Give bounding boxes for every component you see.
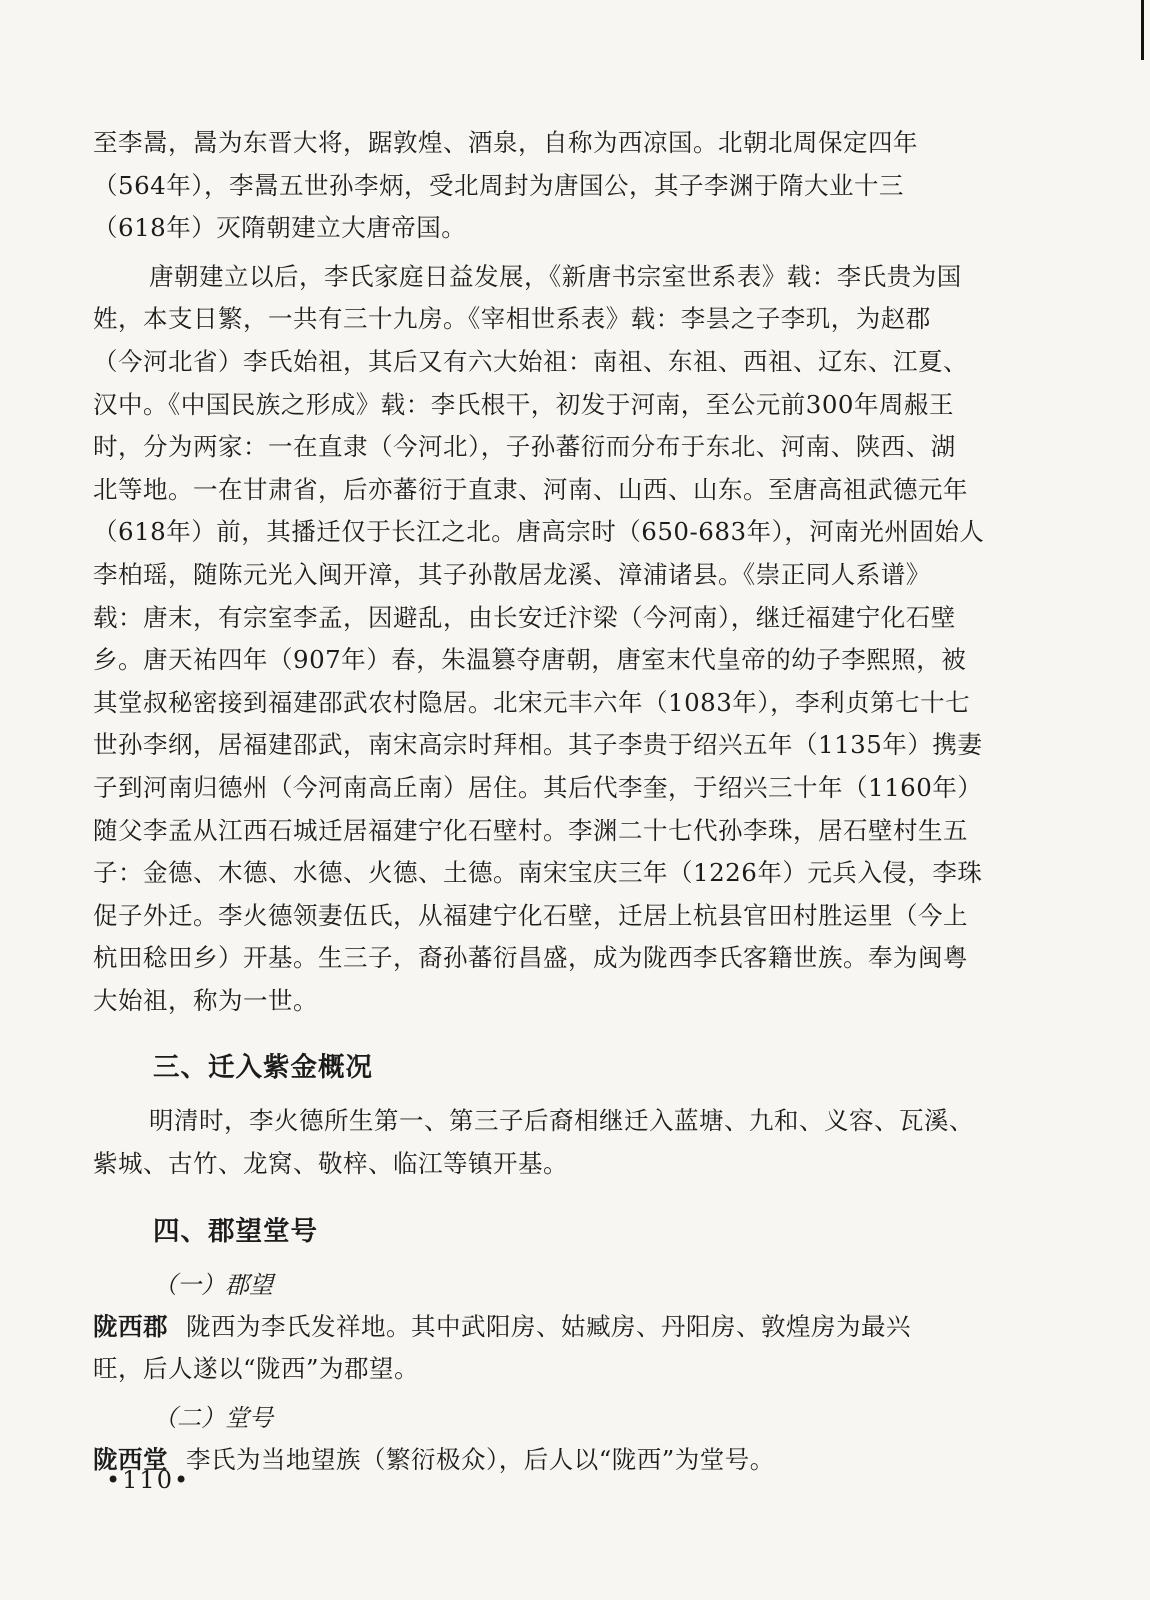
paragraph-1 <box>93 122 1033 250</box>
text-line: 紫城、古竹、龙窝、敬梓、临江等镇开基。 <box>93 1149 568 1179</box>
text-line: 唐朝建立以后，李氏家庭日益发展，《新唐书宗室世系表》载：李氏贵为国 <box>149 261 962 291</box>
page-number: •110• <box>106 1466 191 1494</box>
section-heading-ancestral: 四、郡望堂号 <box>153 1215 318 1247</box>
text-line: 随父李孟从江西石城迁居福建宁化石壁村。李渊二十七代孙李珠，居石壁村生五 <box>93 815 968 845</box>
paragraph-2 <box>93 256 1033 1023</box>
term-longxi-jun: 陇西郡 <box>93 1311 168 1341</box>
text-line: （今河北省）李氏始祖，其后又有六大始祖：南祖、东祖、西祖、辽东、江夏、 <box>93 346 968 376</box>
text-line: 乡。唐天祐四年（907年）春，朱温篡夺唐朝，唐室末代皇帝的幼子李熙照，被 <box>93 645 967 675</box>
text-line: 李柏瑶，随陈元光入闽开漳，其子孙散居龙溪、漳浦诸县。《崇正同人系谱》 <box>93 559 931 589</box>
text-line: 旺，后人遂以“陇西”为郡望。 <box>93 1354 420 1384</box>
text-line: 载：唐末，有宗室李孟，因避乱，由长安迁汴梁（今河南），继迁福建宁化石壁 <box>93 602 956 632</box>
text-line: 大始祖，称为一世。 <box>93 985 318 1015</box>
text-line: 姓，本支日繁，一共有三十九房。《宰相世系表》载：李昙之子李玑，为赵郡 <box>93 304 931 334</box>
text-line: 北等地。一在甘肃省，后亦蕃衍于直隶、河南、山西、山东。至唐高祖武德元年 <box>93 474 968 504</box>
paragraph-tanghao <box>93 1439 1033 1482</box>
paragraph-junwang <box>93 1306 1033 1391</box>
term-definition: 李氏为当地望族（繁衍极众），后人以“陇西”为堂号。 <box>186 1444 775 1474</box>
text-line <box>93 1439 1033 1482</box>
text-line: 时，分为两家：一在直隶（今河北），子孙蕃衍而分布于东北、河南、陕西、湖 <box>93 432 956 462</box>
page-body <box>93 122 1033 1481</box>
section-heading-migration: 三、迁入紫金概况 <box>153 1052 373 1084</box>
text-line: （618年）灭隋朝建立大唐帝国。 <box>93 213 467 243</box>
text-line: （564年），李暠五世孙李炳，受北周封为唐国公，其子李渊于隋大业十三 <box>93 170 905 200</box>
paragraph-migration <box>93 1100 1033 1185</box>
text-line: 子到河南归德州（今河南高丘南）居住。其后代李奎，于绍兴三十年（1160年） <box>93 772 983 802</box>
text-line: 世孙李纲，居福建邵武，南宋高宗时拜相。其子李贵于绍兴五年（1135年）携妻 <box>93 730 983 760</box>
text-line: 其堂叔秘密接到福建邵武农村隐居。北宋元丰六年（1083年），李利贞第七十七 <box>93 687 971 717</box>
text-line: 至李暠，暠为东晋大将，踞敦煌、酒泉，自称为西凉国。北朝北周保定四年 <box>93 128 918 157</box>
text-line <box>93 1306 1033 1349</box>
sub-heading-tanghao: （二）堂号 <box>153 1403 273 1432</box>
text-line: 汉中。《中国民族之形成》载：李氏根干，初发于河南，至公元前300年周赧王 <box>93 389 955 419</box>
term-longxi-tang: 陇西堂 <box>93 1444 168 1474</box>
text-line: 明清时，李火德所生第一、第三子后裔相继迁入蓝塘、九和、义容、瓦溪、 <box>149 1106 974 1136</box>
scan-edge-rule <box>1141 0 1144 60</box>
text-line: 子：金德、木德、水德、火德、土德。南宋宝庆三年（1226年）元兵入侵，李珠 <box>93 858 983 888</box>
sub-heading-junwang: （一）郡望 <box>153 1270 273 1299</box>
text-line: （618年）前，其播迁仅于长江之北。唐高宗时（650-683年），河南光州固始人 <box>93 517 985 547</box>
text-line: 杭田稔田乡）开基。生三子，裔孙蕃衍昌盛，成为陇西李氏客籍世族。奉为闽粤 <box>93 943 968 973</box>
term-definition: 陇西为李氏发祥地。其中武阳房、姑臧房、丹阳房、敦煌房为最兴 <box>186 1311 911 1341</box>
text-line: 促子外迁。李火德领妻伍氏，从福建宁化石壁，迁居上杭县官田村胜运里（今上 <box>93 900 968 930</box>
